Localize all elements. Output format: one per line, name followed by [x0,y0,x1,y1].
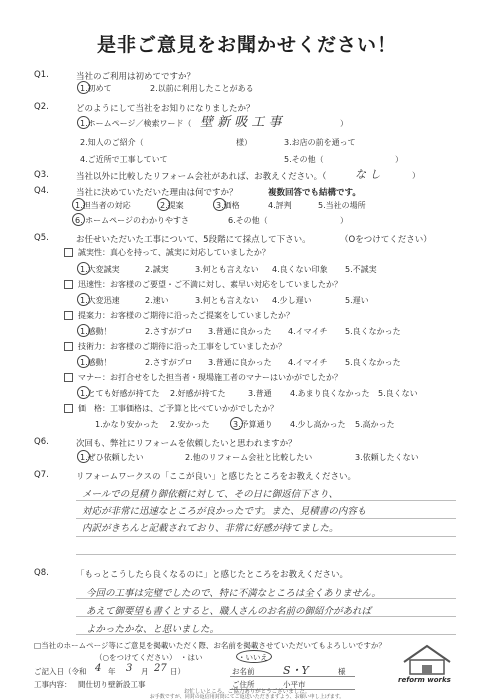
q5-option[interactable]: 4.イマイチ [288,327,328,336]
q2-handwritten-keyword: 壁 新 吸 工 事 [200,115,282,130]
q8-number: Q8. [34,568,49,578]
address-label: ご住所 [232,680,255,689]
respondent-name: S・Y [283,664,309,677]
q4-option-4[interactable]: 4.評判 [268,201,292,210]
q5-option[interactable]: 1.かなり安かった [95,420,159,429]
answer-line [76,518,456,519]
q1-number: Q1. [34,70,49,80]
q5-option[interactable]: 4.あまり良くなかった [290,389,370,398]
q7-question: リフォームワークスの「ここが良い」と感じたところをお教えください。 [76,472,356,482]
consent-yes[interactable]: ・はい [180,653,203,662]
q2-option-1[interactable]: 1.ホームページ／検索ワード（ [80,119,192,128]
q5-item-label: 技術力：お客様のご期待に沿った工事をしていましたか？ [78,342,286,351]
date-year-unit: 年 [108,667,116,676]
q5-option[interactable]: 2.誠実 [145,265,169,274]
q5-item-label: 価 格：工事価格は、ご予算と比べていかがでしたか？ [78,404,278,413]
answer-line [76,536,456,537]
q1-option-2[interactable]: 2.以前に利用したことがある [150,84,254,93]
consent-instruction: （○をつけてください） [95,653,177,662]
q2-option-4[interactable]: 4.ご近所で工事していて [80,155,168,164]
q2-option-2[interactable]: 2.知人のご紹介（ [80,138,144,147]
q5-item-label: 誠実性：真心を持って、誠実に対応していましたか？ [78,248,270,257]
q2-option-5[interactable]: 5.その他（ [284,155,324,164]
q7-answer-line: 対応が非常に迅速なところが良かったです。また、見積書の内容も [82,506,367,517]
q2-option-5-close: ） [395,155,403,164]
work-label: 工事内容： [34,680,72,689]
q5-option[interactable]: 5.良くなかった [345,358,401,367]
q8-answer-line: あえて御要望も書くとすると、職人さんのお名前の御紹介があれば [86,606,372,617]
date-day-unit: 日） [170,667,185,676]
q5-option[interactable]: 3.普通に良かった [208,327,272,336]
q4-question: 当社に決めていただいた理由は何ですか？ [76,188,238,198]
q3-handwritten-answer: な し [355,168,381,181]
q6-option-2[interactable]: 2.他のリフォーム会社と比較したい [185,453,313,462]
q4-option-1[interactable]: 1.担当者の対応 [75,201,131,210]
q2-option-1-close: ） [340,119,348,128]
name-underline [230,676,355,677]
q2-number: Q2. [34,102,49,112]
q5-option[interactable]: 4.イマイチ [288,358,328,367]
q4-note: 複数回答でも結構です。 [268,188,361,198]
q5-option[interactable]: 1.とても好感が持てた [80,389,160,398]
q5-item-label: 提案力：お客様のご期待に沿ったご提案をしていましたか？ [78,311,294,320]
consent-question: □当社のホームページ等にご意見を掲載いただく際、お名前を掲載させていただいてもよろしいですか？ [34,641,386,650]
q8-answer-line: 今回の工事は完璧でしたので、特に不満なところは全くありません。 [86,588,381,599]
q5-note: （Oをつけてください） [340,235,432,245]
q2-question: どのようにして当社をお知りになりましたか？ [76,104,255,114]
q4-option-5[interactable]: 5.当社の場所 [318,201,366,210]
q7-answer-line: メールでの見積り御依頼に対して、その日に御返信下さり、 [82,489,339,500]
q5-option[interactable]: 2.さすがプロ [145,358,193,367]
q7-number: Q7. [34,470,49,480]
checkbox[interactable] [64,248,73,257]
work-content: 間仕切り壁新設工事 [78,680,146,689]
q5-option[interactable]: 4.少し遅い [272,296,312,305]
q5-option[interactable]: 4.良くない印象 [272,265,328,274]
q6-question: 次回も、弊社にリフォームを依頼したいと思われますか？ [76,439,297,449]
house-logo-icon [398,642,456,676]
return-note: お手数ですが、同封の返信用封筒にてご返送いただきますよう、お願い申し上げます。 [149,694,345,700]
q4-option-7-close: ） [340,216,348,225]
q1-option-1[interactable]: 1.初めて [80,84,112,93]
q5-option[interactable]: 3.普通 [248,389,272,398]
date-year: 4 [95,663,102,674]
q5-option[interactable]: 2.安かった [170,420,210,429]
name-suffix: 様 [338,667,346,676]
checkbox[interactable] [64,404,73,413]
thanks-note: お忙しいところ、ご協力ありがとうございました。 [183,689,311,695]
q6-number: Q6. [34,437,49,447]
q2-option-3[interactable]: 3.お店の前を通って [284,138,356,147]
q5-option[interactable]: 1.大変誠実 [80,265,120,274]
q4-option-3[interactable]: 3.価格 [216,201,240,210]
q3-question: 当社以外に比較したリフォーム会社があれば、お教えください。（ [76,172,327,182]
q8-question: 「もっとこうしたら良くなるのに」と感じたところをお教えください。 [76,570,349,580]
name-label: お名前 [232,667,255,676]
q5-option[interactable]: 1.大変迅速 [80,296,120,305]
q5-option[interactable]: 5.良くなかった [345,327,401,336]
q4-option-2[interactable]: 2.提案 [160,201,184,210]
checkbox[interactable] [64,280,73,289]
q5-option[interactable]: 2.速い [145,296,169,305]
q3-close: ） [412,171,420,180]
q5-option[interactable]: 2.好感が持てた [170,389,226,398]
q4-option-7[interactable]: 6.その他（ [228,216,268,225]
q5-question: お任せいただいた工事について、5段階にて採点して下さい。 [76,235,311,245]
q5-item-label: 迅速性：お客様のご要望・ご不満に対し、素早い対応をしていましたか？ [78,280,342,289]
checkbox[interactable] [64,311,73,320]
q2-option-2-suffix: 様） [236,138,252,147]
q6-option-3[interactable]: 3.依頼したくない [355,453,419,462]
q5-option[interactable]: 3.何とも言えない [195,265,259,274]
answer-line [76,500,456,501]
q5-option[interactable]: 5.遅い [345,296,369,305]
q4-number: Q4. [34,186,49,196]
q5-option[interactable]: 3.予算通り [233,420,273,429]
q5-option[interactable]: 3.何とも言えない [195,296,259,305]
page-title: 是非ご意見をお聞かせください！ [96,34,397,56]
q4-option-6[interactable]: 6. ホームページのわかりやすさ [75,216,190,225]
q7-answer-line: 内訳がきちんと記載されており、非常に好感が持てました。 [82,523,339,534]
q1-question: 当社のご利用は初めてですか？ [76,72,196,82]
selection-circle [236,650,272,663]
consent-no[interactable]: ・いいえ [238,653,268,662]
q5-option[interactable]: 5.高かった [355,420,395,429]
q5-option[interactable]: 1.感動！ [80,327,112,336]
date-month-unit: 月 [141,667,149,676]
q3-number: Q3. [34,170,49,180]
address-value: 小平市 [283,680,306,689]
q5-option[interactable]: 2.さすがプロ [145,327,193,336]
q5-option[interactable]: 4.少し高かった [290,420,346,429]
date-day: 27 [154,663,167,674]
checkbox[interactable] [64,342,73,351]
company-logo-text: reform works [398,676,451,684]
date-label: ご記入日（令和 [34,667,87,676]
date-month: 3 [126,663,133,674]
q6-option-1[interactable]: 1.ぜひ依頼したい [80,453,144,462]
answer-line [76,554,456,555]
checkbox[interactable] [64,373,73,382]
q5-item-label: マナー：お打合せをした担当者・現場施工者のマナーはいかがでしたか？ [78,373,342,382]
q5-option[interactable]: 5.不誠実 [345,265,377,274]
q5-option[interactable]: 3.普通に良かった [208,358,272,367]
q5-option[interactable]: 5.良くない [378,389,418,398]
q5-option[interactable]: 1.感動！ [80,358,112,367]
q8-answer-line: よかったかな、と思いました。 [86,624,220,635]
q5-number: Q5. [34,233,49,243]
